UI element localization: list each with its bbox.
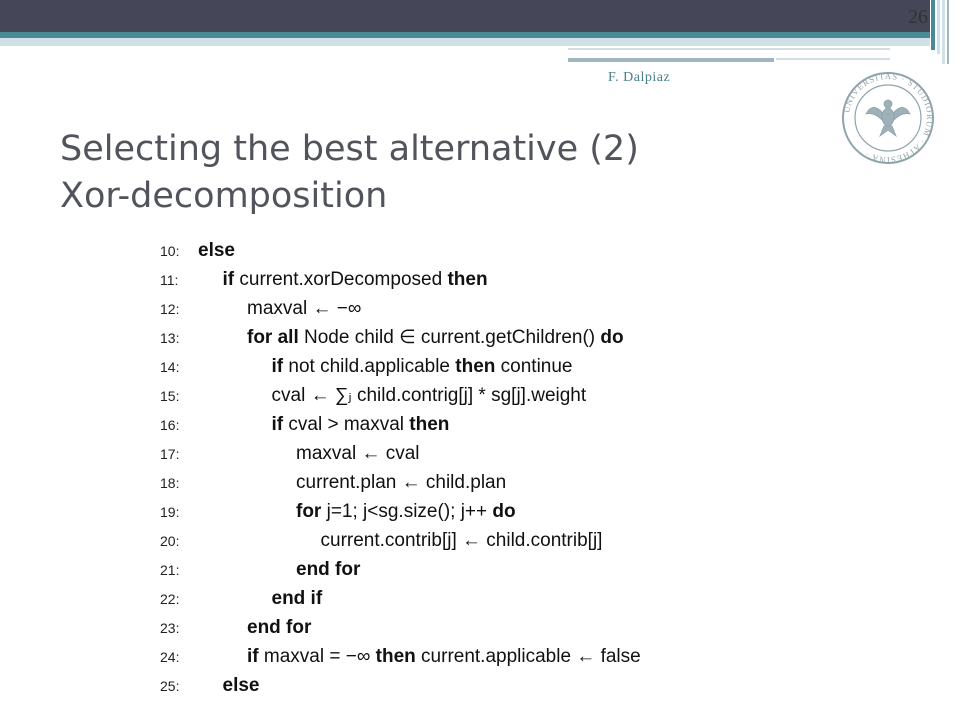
code-text xyxy=(321,530,603,552)
code-fragment: current.plan ← child.plan xyxy=(296,471,507,493)
keyword: if xyxy=(271,355,284,377)
line-number: 25: xyxy=(160,677,180,694)
keyword: then xyxy=(375,645,416,667)
code-fragment: maxval ← −∞ xyxy=(247,297,362,319)
decorative-vertical-bar xyxy=(937,0,940,54)
code-fragment: current.contrib[j] ← child.contrib[j] xyxy=(320,529,603,551)
decorative-line xyxy=(568,58,774,62)
line-number: 15: xyxy=(160,387,180,404)
keyword: then xyxy=(455,355,496,377)
keyword: do xyxy=(600,327,624,348)
code-fragment: current.applicable ← false xyxy=(415,645,641,667)
slide-title-line-2: Xor-decomposition xyxy=(60,176,388,216)
slide-title-line-1: Selecting the best alternative (2) xyxy=(60,129,639,169)
line-number: 22: xyxy=(160,590,180,607)
decorative-vertical-bar xyxy=(931,0,935,50)
code-text xyxy=(247,326,624,349)
keyword: if xyxy=(247,645,259,667)
line-number: 17: xyxy=(160,445,180,462)
keyword: else xyxy=(222,674,260,696)
decorative-vertical-bar xyxy=(942,0,945,64)
line-number: 19: xyxy=(160,503,180,520)
author-label: F. Dalpiaz xyxy=(608,70,671,85)
code-text xyxy=(296,501,516,523)
keyword: if xyxy=(222,268,235,290)
line-number: 21: xyxy=(160,561,180,578)
code-text xyxy=(272,356,573,378)
code-fragment: cval ← ∑ⱼ child.contrig[j] * sg[j].weight xyxy=(271,385,587,406)
decorative-line xyxy=(776,58,890,60)
keyword: then xyxy=(447,268,488,290)
header-band xyxy=(0,0,930,32)
algorithm-line xyxy=(160,381,586,410)
algorithm-line xyxy=(160,410,449,439)
algorithm-line xyxy=(160,265,488,294)
line-number: 10: xyxy=(160,242,180,259)
code-fragment: maxval ← cval xyxy=(296,442,420,464)
decorative-vertical-bar xyxy=(947,0,949,64)
line-number: 11: xyxy=(160,271,179,288)
keyword: if xyxy=(271,413,284,435)
algorithm-line xyxy=(160,439,420,468)
code-text xyxy=(272,414,450,436)
keyword: do xyxy=(492,500,516,522)
slide-title xyxy=(60,126,639,220)
algorithm-line xyxy=(160,613,311,642)
algorithm-line xyxy=(160,642,641,671)
code-fragment: not child.applicable xyxy=(283,355,456,377)
keyword: for all xyxy=(247,327,299,348)
line-number: 24: xyxy=(160,648,180,665)
code-text xyxy=(296,443,420,465)
algorithm-line xyxy=(160,526,602,555)
algorithm-line xyxy=(160,671,259,700)
algorithm-line xyxy=(160,555,360,584)
algorithm-line xyxy=(160,352,573,381)
algorithm-line xyxy=(160,323,624,352)
svg-text:UNIVERSITAS · STUDIORUM · ATHE: UNIVERSITAS · STUDIORUM · ATHESINA · xyxy=(841,70,936,166)
code-text xyxy=(247,298,361,320)
code-text xyxy=(223,269,488,291)
code-text xyxy=(296,472,506,494)
line-number: 23: xyxy=(160,619,180,636)
code-fragment: cval > maxval xyxy=(283,413,410,435)
keyword: end for xyxy=(296,558,361,580)
code-fragment: maxval = −∞ xyxy=(258,645,376,667)
algorithm-line xyxy=(160,468,506,497)
page-number: 26 xyxy=(908,6,928,28)
university-seal-logo xyxy=(836,70,940,166)
line-number: 18: xyxy=(160,474,180,491)
keyword: end if xyxy=(271,587,323,609)
header-light-stripe xyxy=(0,38,930,46)
code-text xyxy=(247,646,641,668)
algorithm-line xyxy=(160,497,516,526)
line-number: 20: xyxy=(160,532,180,549)
line-number: 16: xyxy=(160,416,180,433)
code-text xyxy=(272,588,323,610)
algorithm-line xyxy=(160,236,235,265)
keyword: then xyxy=(409,413,450,435)
code-fragment: current.xorDecomposed xyxy=(234,268,448,290)
keyword: end for xyxy=(247,616,312,638)
keyword: else xyxy=(198,239,235,261)
code-fragment: j=1; j<sg.size(); j++ xyxy=(321,500,493,522)
code-fragment: continue xyxy=(495,355,573,377)
code-fragment: Node child ∈ current.getChildren() xyxy=(298,327,601,348)
line-number: 12: xyxy=(160,300,180,317)
code-text xyxy=(223,675,260,697)
code-text xyxy=(296,559,360,581)
keyword: for xyxy=(296,500,322,522)
algorithm-line xyxy=(160,294,361,323)
line-number: 14: xyxy=(160,358,180,375)
decorative-line xyxy=(568,48,890,50)
algorithm-line xyxy=(160,584,322,613)
code-text xyxy=(198,240,235,262)
line-number: 13: xyxy=(160,329,180,346)
code-text xyxy=(272,384,587,407)
code-text xyxy=(247,617,311,639)
